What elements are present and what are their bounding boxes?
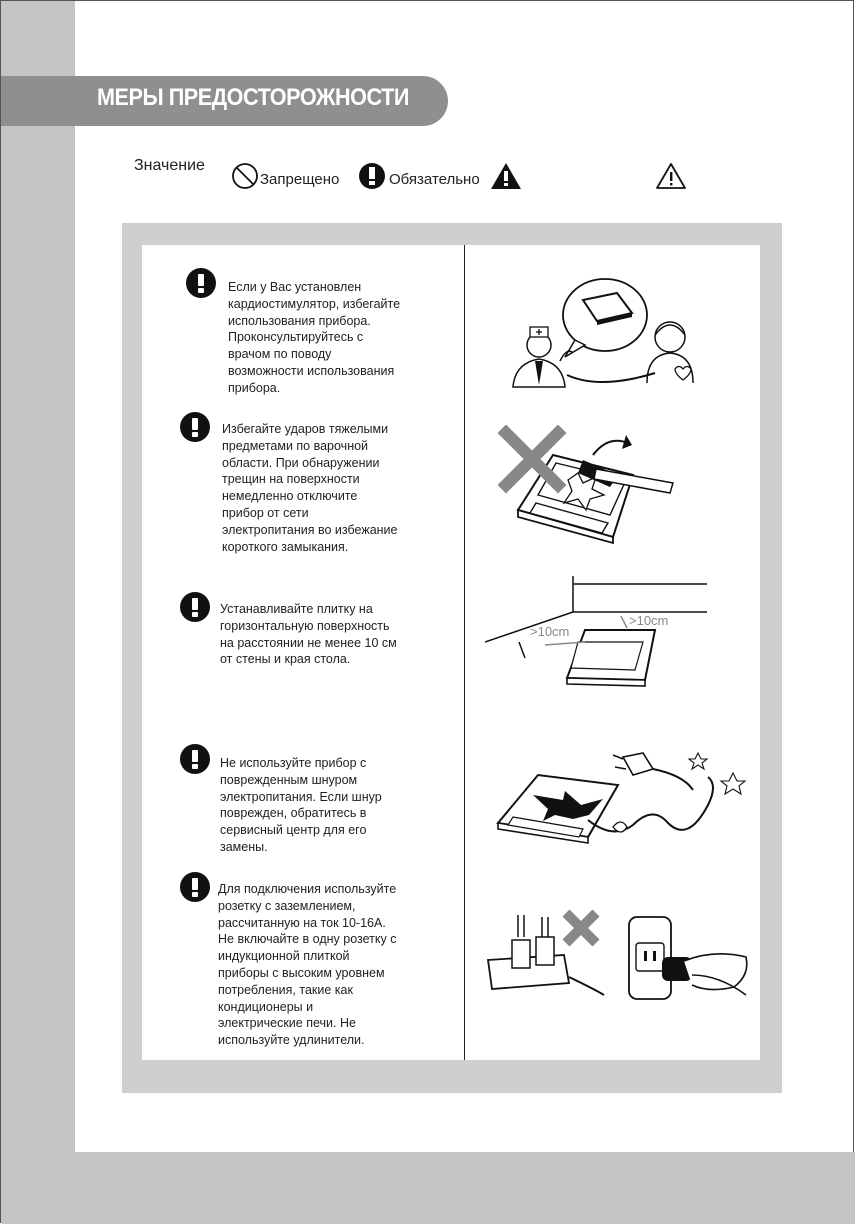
column-divider <box>464 245 465 1060</box>
distance-label-right: >10cm <box>629 613 669 628</box>
item-text-damaged-cord: Не используйте прибор с поврежденным шнуром электропитания. Если шнур поврежден, обратитесь в сервисный центр для его замены. <box>220 756 382 854</box>
mandatory-icon <box>180 872 210 902</box>
legend-prohibited-text: Запрещено <box>260 171 340 188</box>
prohibited-icon <box>231 162 259 190</box>
legend-label: Значение <box>134 157 205 174</box>
mandatory-icon <box>186 268 216 298</box>
bottom-margin-strip <box>1 1152 855 1224</box>
warning-outline-icon <box>655 162 687 190</box>
damaged-cord-illustration <box>493 745 748 865</box>
socket-illustration <box>484 905 754 1005</box>
hammer-impact-illustration <box>498 425 683 550</box>
item-text-impact: Избегайте ударов тяжелыми предметами по варочной области. При обнаружении трещин на поверхности немедленно отключите прибор от сети электропитания во избежание короткого замыкания. <box>222 422 398 554</box>
distance-illustration <box>485 570 710 690</box>
mandatory-icon <box>358 162 386 190</box>
left-margin-strip <box>1 1 75 1223</box>
item-text-pacemaker: Если у Вас установлен кардиостимулятор, избегайте использования прибора. Проконсультируйтесь с врачом по поводу возможности использования прибора. <box>228 280 401 395</box>
mandatory-icon <box>180 592 210 622</box>
warning-filled-icon <box>490 162 522 190</box>
mandatory-icon <box>180 412 210 442</box>
page-title: МЕРЫ ПРЕДОСТОРОЖНОСТИ <box>97 84 409 111</box>
distance-label-left: >10cm <box>530 624 570 639</box>
item-text-grounding: Для подключения используйте розетку с заземлением, рассчитанную на ток 10-16А. Не включайте в одну розетку с индукционной плиткой приборы с высоким уровнем потребления, такие как кондиционеры и электрические печи. Не используйте удлинители. <box>218 882 397 1048</box>
mandatory-icon <box>180 744 210 774</box>
legend-mandatory-text: Обязательно <box>389 171 480 188</box>
pacemaker-illustration <box>505 275 720 400</box>
item-text-placement: Устанавливайте плитку на горизонтальную поверхность на расстоянии не менее 10 см от стены и края стола. <box>220 602 397 667</box>
